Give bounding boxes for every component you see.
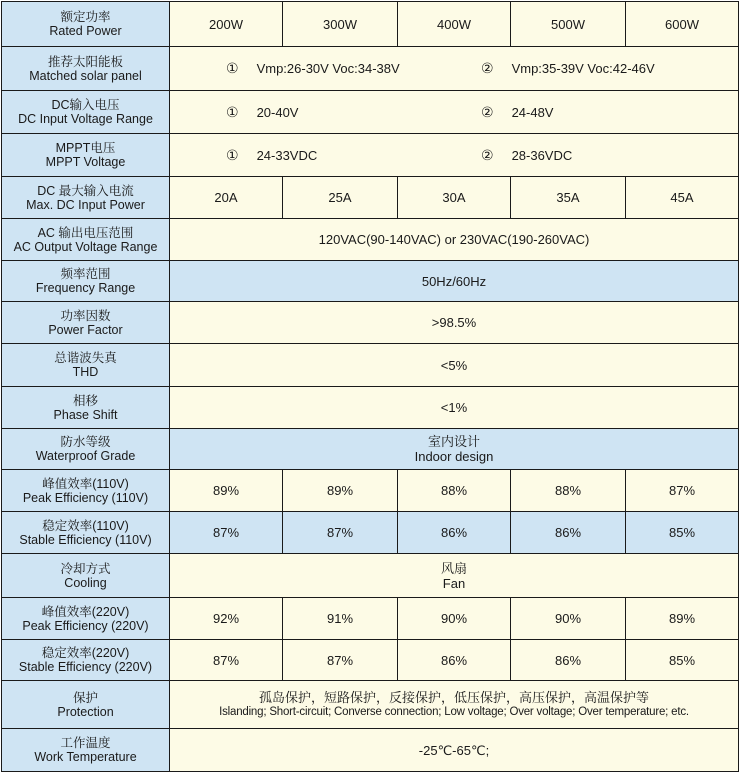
cell-400w: 400W (398, 2, 511, 47)
row-work-temperature (2, 729, 739, 772)
value-cell: 50Hz/60Hz (170, 261, 739, 302)
row-cooling (2, 554, 739, 598)
cell-400w: 88% (398, 470, 511, 512)
row-stable-efficiency-110v (2, 512, 739, 554)
value-cell: ① Vmp:26-30V Voc:34-38V ② Vmp:35-39V Voc:42-46V (170, 47, 739, 91)
cell-600w: 87% (626, 470, 739, 512)
row-label: MPPT电压 MPPT Voltage (2, 134, 170, 177)
row-ac-output-voltage (2, 219, 739, 261)
cell-400w: 86% (398, 640, 511, 681)
row-stable-efficiency-220v (2, 640, 739, 681)
row-power-factor (2, 302, 739, 344)
row-waterproof-grade (2, 429, 739, 470)
row-label: 功率因数 Power Factor (2, 302, 170, 344)
cell-200w: 87% (170, 640, 283, 681)
value-cell: 孤岛保护，短路保护，反接保护，低压保护，高压保护，高温保护等 Islanding; Short-circuit; Converse connection; Low voltage; Over voltage; Over temperature; etc. (170, 681, 739, 729)
cell-500w: 88% (511, 470, 626, 512)
value-cell: <5% (170, 344, 739, 387)
cell-200w: 92% (170, 598, 283, 640)
cell-200w: 87% (170, 512, 283, 554)
row-label: 频率范围 Frequency Range (2, 261, 170, 302)
cell-600w: 89% (626, 598, 739, 640)
row-label: 保护 Protection (2, 681, 170, 729)
cell-300w: 87% (283, 512, 398, 554)
cell-200w: 89% (170, 470, 283, 512)
cell-300w: 91% (283, 598, 398, 640)
row-label: 相移 Phase Shift (2, 387, 170, 429)
spec-table (1, 1, 739, 772)
value-cell: >98.5% (170, 302, 739, 344)
cell-300w: 89% (283, 470, 398, 512)
row-matched-solar-panel (2, 47, 739, 91)
value-cell: ① 20-40V ② 24-48V (170, 91, 739, 134)
row-protection (2, 681, 739, 729)
value-cell: 室内设计 Indoor design (170, 429, 739, 470)
value-cell: -25℃-65℃; (170, 729, 739, 772)
value-cell: 风扇 Fan (170, 554, 739, 598)
cell-600w: 45A (626, 177, 739, 219)
row-label: DC 最大输入电流 Max. DC Input Power (2, 177, 170, 219)
row-label: 工作温度 Work Temperature (2, 729, 170, 772)
cell-400w: 30A (398, 177, 511, 219)
row-label: 峰值效率(220V) Peak Efficiency (220V) (2, 598, 170, 640)
cell-600w: 85% (626, 640, 739, 681)
cell-300w: 87% (283, 640, 398, 681)
cell-200w: 200W (170, 2, 283, 47)
cell-400w: 86% (398, 512, 511, 554)
value-cell: ① 24-33VDC ② 28-36VDC (170, 134, 739, 177)
cell-300w: 300W (283, 2, 398, 47)
cell-500w: 90% (511, 598, 626, 640)
cell-500w: 35A (511, 177, 626, 219)
row-peak-efficiency-110v (2, 470, 739, 512)
row-label: DC输入电压 DC Input Voltage Range (2, 91, 170, 134)
row-label: 额定功率 Rated Power (2, 2, 170, 47)
cell-300w: 25A (283, 177, 398, 219)
row-phase-shift (2, 387, 739, 429)
row-mppt-voltage (2, 134, 739, 177)
row-dc-input-voltage (2, 91, 739, 134)
cell-500w: 500W (511, 2, 626, 47)
row-label: 冷却方式 Cooling (2, 554, 170, 598)
value-cell: <1% (170, 387, 739, 429)
cell-500w: 86% (511, 640, 626, 681)
row-label: 防水等级 Waterproof Grade (2, 429, 170, 470)
row-label: 稳定效率(110V) Stable Efficiency (110V) (2, 512, 170, 554)
cell-600w: 600W (626, 2, 739, 47)
row-label: 总谐波失真 THD (2, 344, 170, 387)
cell-500w: 86% (511, 512, 626, 554)
row-peak-efficiency-220v (2, 598, 739, 640)
cell-200w: 20A (170, 177, 283, 219)
row-label: 峰值效率(110V) Peak Efficiency (110V) (2, 470, 170, 512)
cell-600w: 85% (626, 512, 739, 554)
row-label: 稳定效率(220V) Stable Efficiency (220V) (2, 640, 170, 681)
row-label: 推荐太阳能板 Matched solar panel (2, 47, 170, 91)
cell-400w: 90% (398, 598, 511, 640)
value-cell: 120VAC(90-140VAC) or 230VAC(190-260VAC) (170, 219, 739, 261)
row-label: AC 输出电压范围 AC Output Voltage Range (2, 219, 170, 261)
row-frequency-range (2, 261, 739, 302)
row-rated-power (2, 2, 739, 47)
row-max-dc-input (2, 177, 739, 219)
row-thd (2, 344, 739, 387)
